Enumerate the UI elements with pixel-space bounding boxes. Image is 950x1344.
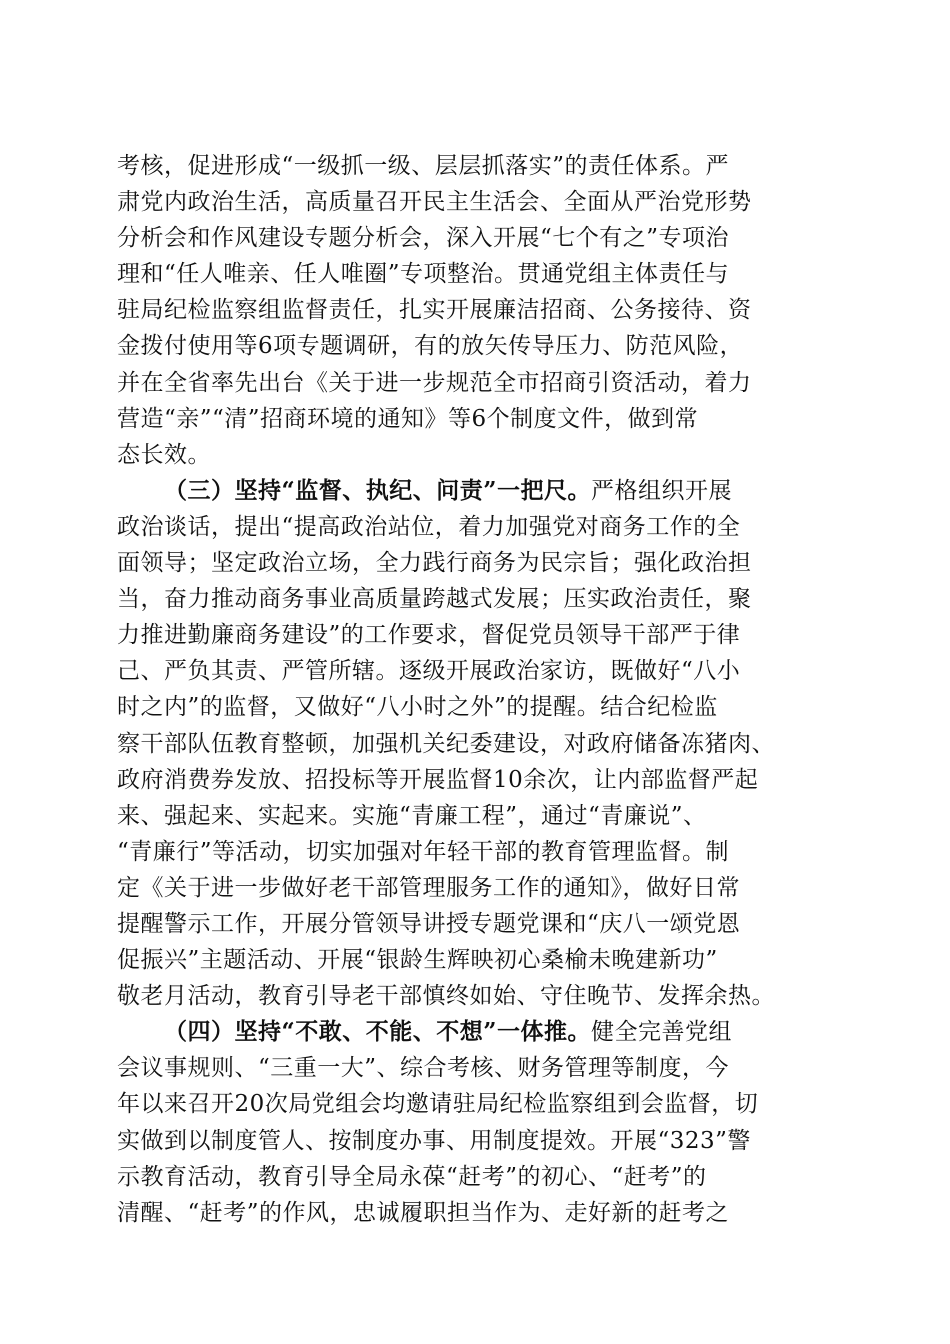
section-heading-line (117, 1014, 827, 1050)
line-text: 理和“任人唯亲、任人唯圈”专项整治。贯通党组主体责任与 (117, 261, 730, 288)
paragraph-line (117, 942, 827, 978)
line-text: “青廉行”等活动，切实加强对年轻干部的教育管理监督。制 (117, 838, 730, 865)
paragraph-line (117, 581, 827, 617)
paragraph-line (117, 762, 827, 798)
body-text (117, 148, 827, 1231)
paragraph-line (117, 1050, 827, 1086)
paragraph-line (117, 220, 827, 256)
line-text: 考核，促进形成“一级抓一级、层层抓落实”的责任体系。严 (117, 153, 730, 179)
paragraph-line (117, 798, 827, 834)
paragraph-line (117, 870, 827, 906)
paragraph-line (117, 365, 827, 401)
paragraph-line (117, 653, 827, 689)
paragraph-line (117, 328, 827, 364)
line-text: 实做到以制度管人、按制度办事、用制度提效。开展“323”警 (117, 1127, 751, 1154)
line-text: 健全完善党组 (590, 1019, 732, 1046)
line-text: 敬老月活动，教育引导老干部慎终如始、守住晚节、发挥余热。 (117, 983, 775, 1010)
line-text: 时之内”的监督，又做好“八小时之外”的提醒。结合纪检监 (117, 694, 718, 721)
section-heading: （三）坚持“监督、执纪、问责”一把尺。 (164, 476, 591, 504)
line-text: 政府消费券发放、招投标等开展监督10余次，让内部监督严起 (117, 766, 759, 793)
paragraph-line (117, 1159, 827, 1195)
line-text: 当，奋力推动商务事业高质量跨越式发展；压实政治责任，聚 (117, 586, 752, 613)
paragraph-line (117, 148, 827, 184)
line-text: 驻局纪检监察组监督责任，扎实开展廉洁招商、公务接待、资 (117, 297, 752, 324)
paragraph-line (117, 401, 827, 437)
line-text: 定《关于进一步做好老干部管理服务工作的通知》，做好日常 (117, 874, 740, 901)
paragraph-line (117, 617, 827, 653)
paragraph-line (117, 1086, 827, 1122)
line-text: 提醒警示工作，开展分管领导讲授专题党课和“庆八一颂党恩 (117, 910, 741, 937)
paragraph-line (117, 689, 827, 725)
paragraph-line (117, 726, 827, 762)
line-text: 面领导；坚定政治立场，全力践行商务为民宗旨；强化政治担 (117, 550, 752, 577)
line-text: 会议事规则、“三重一大”、综合考核、财务管理等制度，今 (117, 1055, 730, 1082)
paragraph-line (117, 1195, 827, 1231)
line-text: 来、强起来、实起来。实施“青廉工程”，通过“青廉说”、 (117, 802, 707, 829)
line-text: 政治谈话，提出“提高政治站位，着力加强党对商务工作的全 (117, 513, 741, 540)
paragraph-line (117, 834, 827, 870)
paragraph-line (117, 545, 827, 581)
line-text: 严格组织开展 (590, 477, 732, 504)
line-text: 并在全省率先出台《关于进一步规范全市招商引资活动，着力 (117, 369, 752, 396)
line-text: 肃党内政治生活，高质量召开民主生活会、全面从严治党形势 (117, 189, 752, 216)
line-text: 清醒、“赶考”的作风，忠诚履职担当作为、走好新的赶考之 (117, 1199, 730, 1226)
line-text: 示教育活动，教育引导全局永葆“赶考”的初心、“赶考”的 (117, 1163, 707, 1190)
section-heading: （四）坚持“不敢、不能、不想”一体推。 (164, 1018, 591, 1046)
section-heading-line (117, 473, 827, 509)
paragraph-line (117, 256, 827, 292)
line-text: 分析会和作风建设专题分析会，深入开展“七个有之”专项治 (117, 225, 730, 252)
line-text: 力推进勤廉商务建设”的工作要求，督促党员领导干部严于律 (117, 622, 741, 649)
line-text: 年以来召开20次局党组会均邀请驻局纪检监察组到会监督，切 (117, 1091, 759, 1118)
line-text: 态长效。 (117, 441, 211, 468)
line-text: 察干部队伍教育整顿，加强机关纪委建设，对政府储备冻猪肉、 (117, 730, 775, 757)
paragraph-line (117, 978, 827, 1014)
paragraph-line (117, 292, 827, 328)
paragraph-line (117, 184, 827, 220)
line-text: 促振兴”主题活动、开展“银龄生辉映初心桑榆未晚建新功” (117, 947, 718, 974)
line-text: 营造“亲”“清”招商环境的通知》等6个制度文件，做到常 (117, 405, 699, 432)
paragraph-line (117, 437, 827, 473)
paragraph-line (117, 906, 827, 942)
paragraph-line (117, 1123, 827, 1159)
line-text: 己、严负其责、严管所辖。逐级开展政治家访，既做好“八小 (117, 658, 741, 685)
paragraph-line (117, 509, 827, 545)
line-text: 金拨付使用等6项专题调研，有的放矢传导压力、防范风险， (117, 333, 744, 360)
